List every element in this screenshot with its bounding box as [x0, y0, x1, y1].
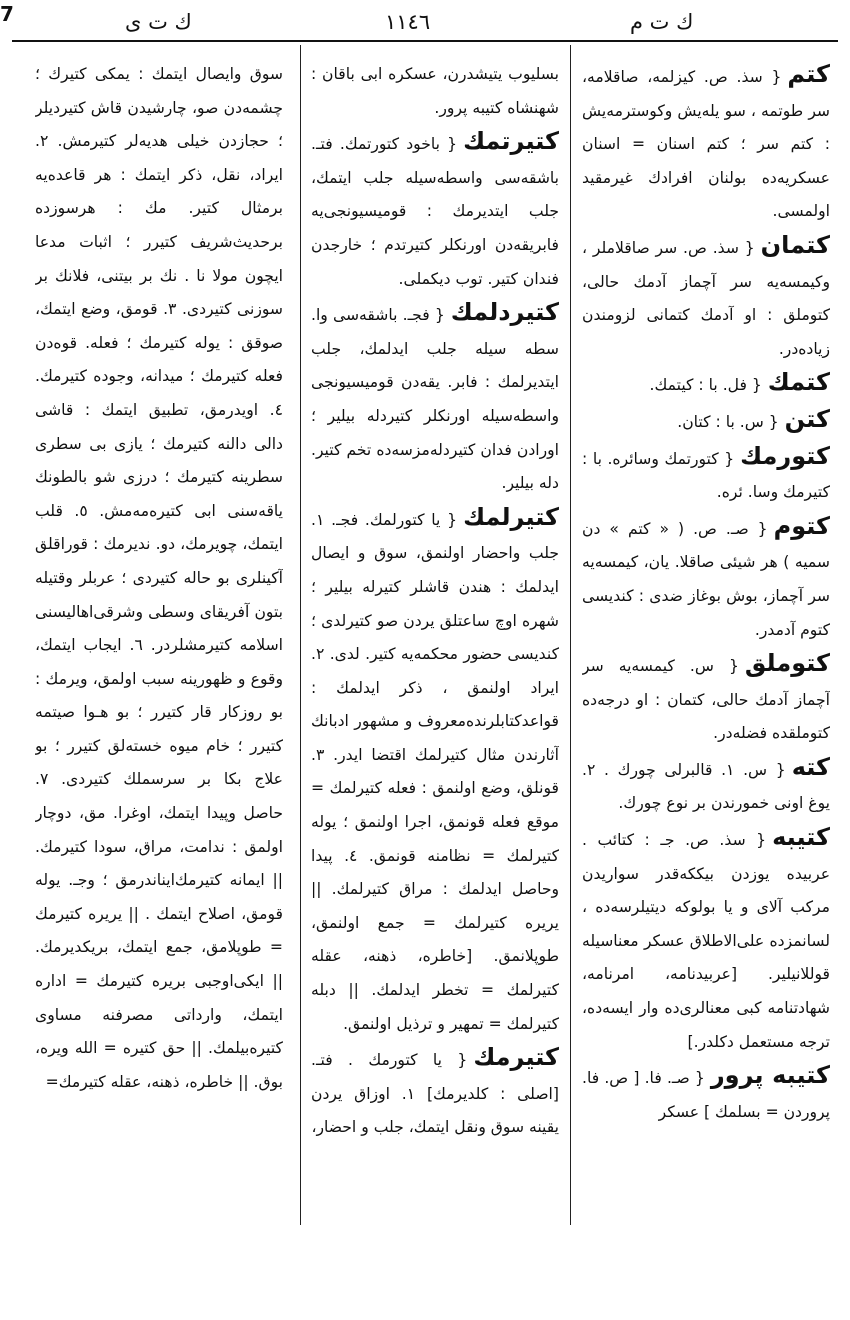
header-right-guideword: ك ت م [630, 10, 694, 34]
page-header [0, 0, 850, 44]
entry-headword: كتيبه [772, 823, 830, 852]
entry-headword: كته [791, 752, 830, 781]
entry-definition: { س. كيمسه‌يه سر آچماز آدمك حالى، كتمان : او درجه‌ده كتوملقده فضله‌در. [582, 657, 830, 743]
entry-definition: { س. ١. قالبرلى چورك . ٢. يوغ اونى خمورندن بر نوع چورك. [582, 760, 830, 813]
entry-headword: كتوملق [744, 649, 830, 678]
dictionary-entry [582, 751, 830, 821]
entry-headword: كتورمك [740, 441, 830, 470]
column-divider-left [300, 45, 301, 1225]
entry-definition: { فجـ. باشقه‌سى وا. سطه سيله جلب ايدلمك، جلب ايتديرلمك : فابر. يقه‌دن قوميسيونجى واسطه‌سيله اورنكلر كتيردله بيلير ؛ اورادن فدان كتيردله‌مزسه‌ده تخم كتير. دله بيلير. [311, 306, 559, 493]
dictionary-entry [582, 821, 830, 1059]
entry-headword: كتمان [760, 230, 830, 259]
entry-definition: { س. با : كتان. [677, 412, 779, 431]
entry-definition: { يا كتورلمك. فجـ. ١. جلب واحضار اولنمق، سوق و ايصال ايدلمك : هندن قاشلر كتيرله بيلير ؛ شهره اوچ ساعتلق يردن صو كتيرلدى ؛ كنديسى حضور محكمه‌يه كتير. لدى. ٢. ايراد اولنمق ، ذكر ايدلمك : قواعدكتابلرنده‌معروف و مشهور ادبانك آثارندن مثال كتيرلمك اقتضا ايدر. ٣. قونلق، وضع اولنمق : فعله كتيرلمك = موقع فعله قونمق، اجرا اولنمق ؛ يوله كتيرلمك = نظامنه قونمق. ٤. پيدا وحاصل ايدلمك : مراق كتيرلمك. || يريره كتيرلمك = جمع اولنمق، طوپلانمق. [خاطره، ذهنه، عقله كتيرلمك = تخطر ايدلمك. || دبله كتيرلمك = تمهير و ترذيل اولنمق. [311, 510, 559, 1033]
dictionary-entry [311, 296, 559, 501]
header-rule [12, 40, 838, 42]
entry-headword: كتن [784, 404, 830, 433]
dictionary-entry [311, 501, 559, 1042]
page-number: ١١٤٦ [385, 10, 431, 34]
dictionary-entry [35, 58, 283, 1099]
entry-definition: { سذ. ص. سر صاقلاملر ، وكيمسه‌يه سر آچماز آدمك حالى، كتوملق : او آدمك كتمانى لزومندن زياده‌در. [582, 238, 830, 358]
dictionary-entry [311, 125, 559, 296]
entry-definition: { سذ. ص. كيزلمه، صاقلامه، سر طوتمه ، سو يله‌يش وكوسترمه‌يش : كتم سر ؛ كتم اسنان = اسنان عسكريه‌ده بولنان افرادك غيرمقيد اولمسى. [582, 68, 830, 221]
dictionary-entry [582, 1059, 830, 1129]
entry-definition: { سذ. ص. جـ : كتائب . عربيده يوزدن بيككه‌قدر سواريدن مركب آلاى و يا بولوكه ديتيلرسه‌ده ، لسانمزده على‌الاطلاق عسكر معناسيله قوللانيلير. [عربيدنامه، امرنامه، شهادتنامه كبى معنالرى‌ده وار ايسه‌ده، ترجه مستعمل دكلدر.] [582, 831, 830, 1051]
entry-definition: { يا كتورمك . فتـ. [اصلى : كلديرمك] ١. اوزاق يردن يقينه سوق ونقل ايتمك، جلب و احضار، [311, 1051, 559, 1137]
entry-headword: كتوم [773, 511, 830, 540]
dictionary-entry [582, 647, 830, 751]
entry-definition: { صـ. ص. ( « كتم » دن سميه ) هر شيئى صاقلا. يان، كيمسه‌يه سر آچماز، بوش بوغاز ضدى : كنديسى كتوم آدمدر. [582, 519, 830, 639]
entry-headword: كتيردلمك [450, 298, 559, 327]
column-right [582, 58, 830, 1228]
column-left [35, 58, 283, 1228]
corner-mark: 7 [0, 2, 14, 26]
header-left-guideword: ك ت ى [125, 10, 192, 34]
dictionary-entry [582, 510, 830, 647]
entry-definition: { فل. با : كيتمك. [649, 376, 762, 395]
entry-definition: { باخود كتورتمك. فتـ. باشقه‌سى واسطه‌سيله جلب ايتمك، جلب ايتديرمك : قوميسيونجى‌يه فابريقه‌دن اورنكلر كتيرتدم ؛ خارجدن فندان كتير. توب ديكملى. [311, 135, 559, 288]
entry-definition: { كتورتمك وسائره. با : كتيرمك وسا. ئره. [582, 449, 830, 502]
dictionary-entry [582, 229, 830, 366]
dictionary-entry [311, 1041, 559, 1145]
entry-definition: { صـ. فا. [ ص. فا. پروردن = بسلمك ] عسكر [582, 1069, 830, 1121]
column-middle [311, 58, 559, 1228]
entry-headword: كتيبه پرور [710, 1061, 830, 1090]
entry-headword: كتم [787, 60, 830, 88]
entry-headword: كتمك [767, 368, 830, 397]
entry-definition: سوق وايصال ايتمك : يمكى كتيرك ؛ چشمه‌دن صو، چارشيدن قاش كتيرديلر ؛ حجازدن خيلى هديه‌لر كتيرمش. ٢. ايراد، نقل، ذكر ايتمك : هر قاعده‌يه برمثال كتير. مك : هرسوزده برحديث‌شريف كتيرر ؛ اثبات مدعا ايچون مولا نا . نك بر بيتنى، فلانك بر سوزنى كتيردى. ٣. قومق، وضع ايتمك، صوقق : يوله كتيرمك ؛ فعله. قوه‌دن فعله كتيرمك ؛ ميدانه، وجوده كتيرمك. ٤. اويدرمق، تطبيق ايتمك : قاشى دالى دالنه كتيرمك ؛ يازى بى سطرى سطرينه كتيرمك ؛ درزى شو بالطونك ياقه‌سنى ابى كتيره‌مه‌مش. ٥. قلب ايتمك، چويرمك، دو. نديرمك : قوراقلق آكينلرى بو حاله كتيردى ؛ عربلر وقتيله بتون آفريقاى وسطى وشرقى‌اهاليسنى اسلامه كتيرمشلردر. ٦. ايجاب ايتمك، وقوع و ظهورينه سبب اولمق، ويرمك : بو روزكار قار كتيرر ؛ بو هـوا صيتمه كتيرر ؛ خام ميوه خسته‌لق كتيرر ؛ بو علاج بكا بر سرسملك كتيردى. ٧. حاصل وپيدا ايتمك، اوغرا. مق، دوچار اولمق : ندامت، مراق، سودا كتيرمك. || ايمانه كتيرمك‌ايناندرمق ؛ وجـ. يوله قومق، اصلاح ايتمك . || يريره كتيرمك = طوپلامق، جمع ايتمك، بريكديرمك. || ايكى‌اوجبى بريره كتيرمك = اداره ايتمك، وارداتى مصرفنه مساوى كتيره‌بيلمك. || حق كتيره = الله ويره، بوق. || خاطره، ذهنه، عقله كتيرمك= [35, 65, 283, 1091]
dictionary-entry [582, 366, 830, 403]
entry-headword: كتيرمك [473, 1043, 559, 1072]
entry-definition: بسليوب يتيشدرن، عسكره ابى باقان : شهنشاه كتيبه پرور. [311, 65, 559, 117]
dictionary-entry [582, 403, 830, 440]
dictionary-entry [582, 440, 830, 510]
entry-headword: كتيرتمك [463, 127, 559, 156]
column-divider-right [570, 45, 571, 1225]
dictionary-entry [311, 58, 559, 125]
dictionary-entry [582, 58, 830, 229]
entry-headword: كتيرلمك [463, 502, 559, 531]
